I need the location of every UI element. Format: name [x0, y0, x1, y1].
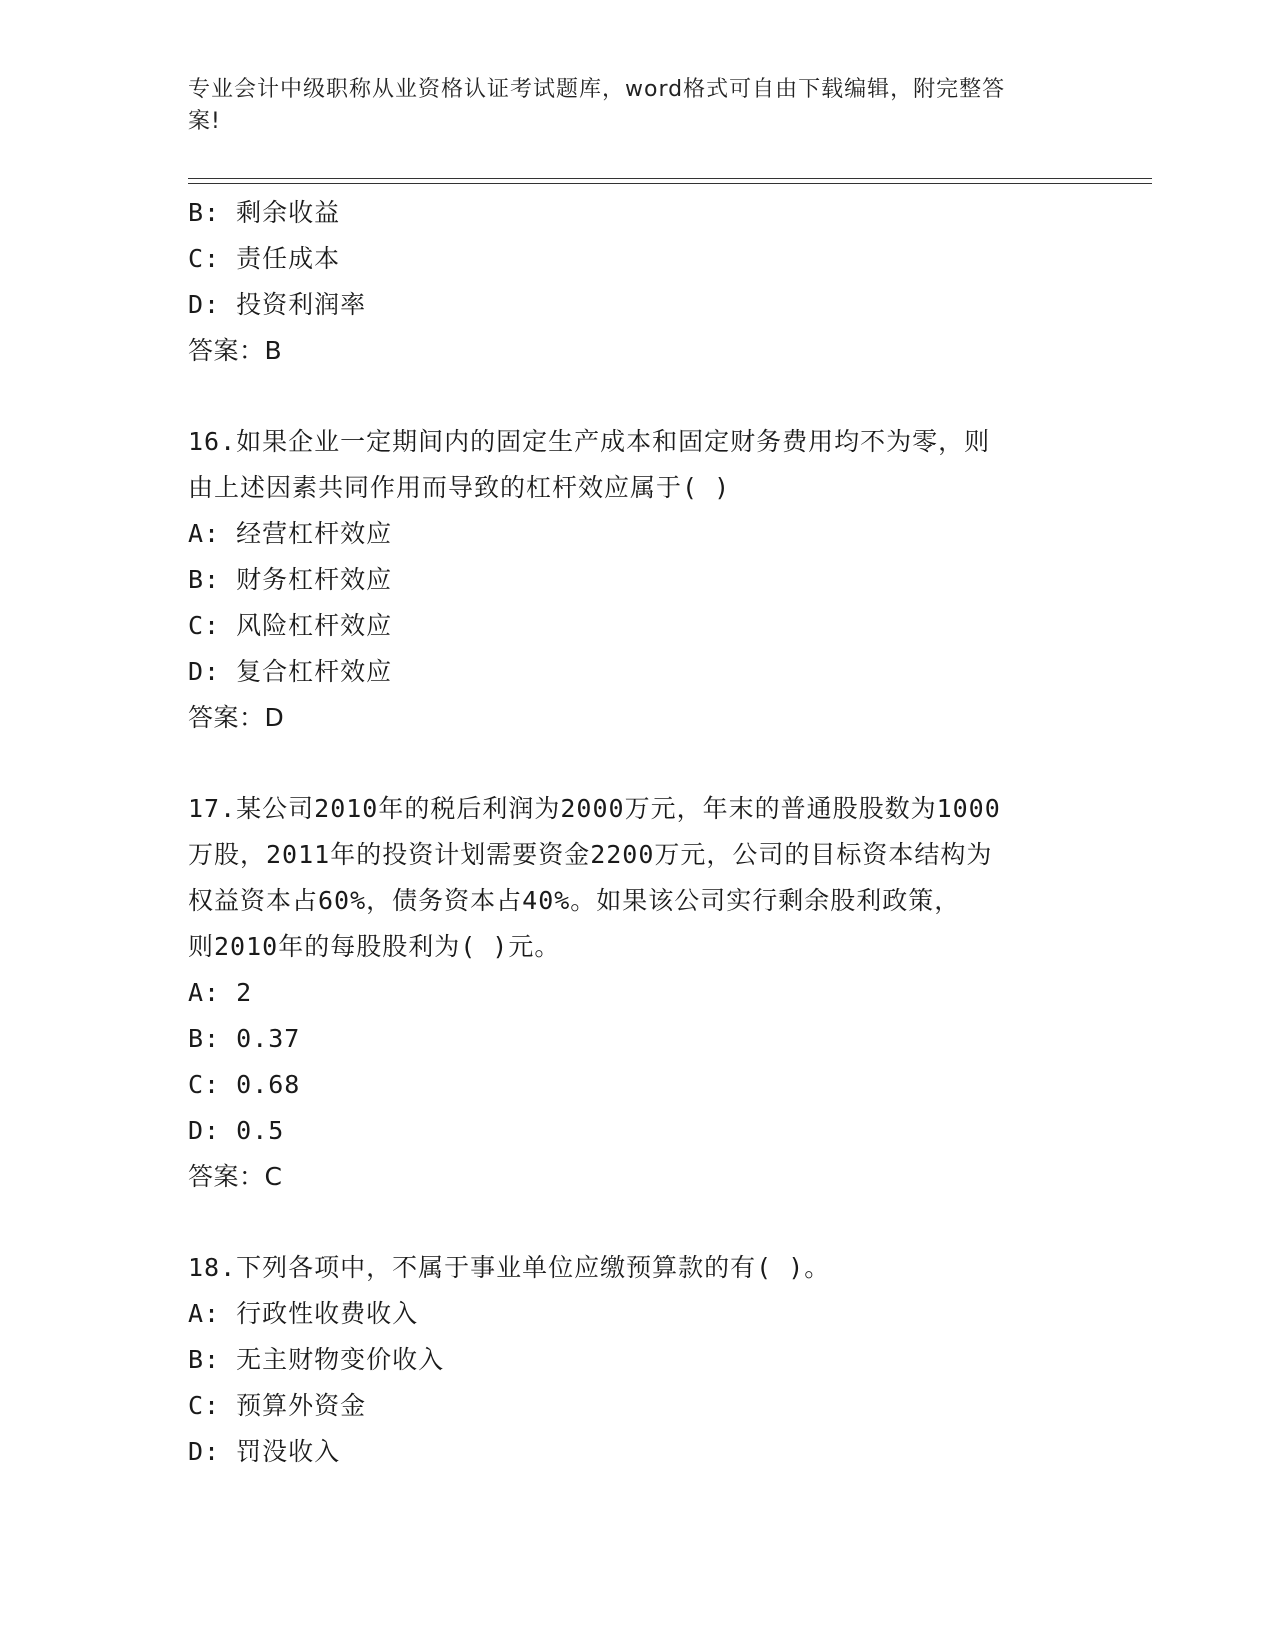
- question-16-answer: 答案：D: [188, 703, 285, 732]
- question-17-option-b: B: 0.37: [188, 1024, 301, 1053]
- question-18-option-d: D: 罚没收入: [188, 1437, 341, 1466]
- question-18-option-b: B: 无主财物变价收入: [188, 1345, 445, 1374]
- option-c: C: 责任成本: [188, 244, 341, 273]
- option-b: B: 剩余收益: [188, 198, 341, 227]
- question-17-option-d: D: 0.5: [188, 1116, 285, 1145]
- spacer: [188, 741, 1118, 786]
- option-d: D: 投资利润率: [188, 290, 367, 319]
- header-line-2: 案!: [188, 109, 221, 134]
- question-17-text-line-4: 则2010年的每股股利为( )元。: [188, 932, 561, 961]
- spacer: [188, 374, 1118, 419]
- question-16-option-d: D: 复合杠杆效应: [188, 657, 393, 686]
- question-18-text-line-1: 18.下列各项中，不属于事业单位应缴预算款的有( )。: [188, 1253, 831, 1282]
- question-16-option-c: C: 风险杠杆效应: [188, 611, 393, 640]
- question-17-text-line-1: 17.某公司2010年的税后利润为2000万元，年末的普通股股数为1000: [188, 794, 1001, 823]
- prev-question-options: [188, 190, 1118, 328]
- question-18-option-c: C: 预算外资金: [188, 1391, 367, 1420]
- header-rule-top: [188, 178, 1152, 179]
- question-16-text-line-1: 16.如果企业一定期间内的固定生产成本和固定财务费用均不为零，则: [188, 427, 991, 456]
- question-16-text-line-2: 由上述因素共同作用而导致的杠杆效应属于( ): [188, 473, 731, 502]
- question-16: [188, 419, 1118, 741]
- question-18-option-a: A: 行政性收费收入: [188, 1299, 419, 1328]
- question-18: [188, 1245, 1118, 1475]
- spacer: [188, 1200, 1118, 1245]
- header-line-1: 专业会计中级职称从业资格认证考试题库，word格式可自由下载编辑，附完整答: [188, 77, 1006, 102]
- question-17-option-a: A: 2: [188, 978, 253, 1007]
- question-17: [188, 786, 1118, 1200]
- page-header: [188, 74, 1088, 138]
- question-17-text-line-3: 权益资本占60%，债务资本占40%。如果该公司实行剩余股利政策，: [188, 886, 961, 915]
- question-16-option-a: A: 经营杠杆效应: [188, 519, 393, 548]
- question-content: [188, 190, 1118, 1475]
- question-17-option-c: C: 0.68: [188, 1070, 301, 1099]
- header-rule-bottom: [188, 183, 1152, 184]
- prev-question-answer: 答案：B: [188, 336, 283, 365]
- question-17-text-line-2: 万股，2011年的投资计划需要资金2200万元，公司的目标资本结构为: [188, 840, 993, 869]
- question-16-option-b: B: 财务杠杆效应: [188, 565, 393, 594]
- question-17-answer: 答案：C: [188, 1162, 283, 1191]
